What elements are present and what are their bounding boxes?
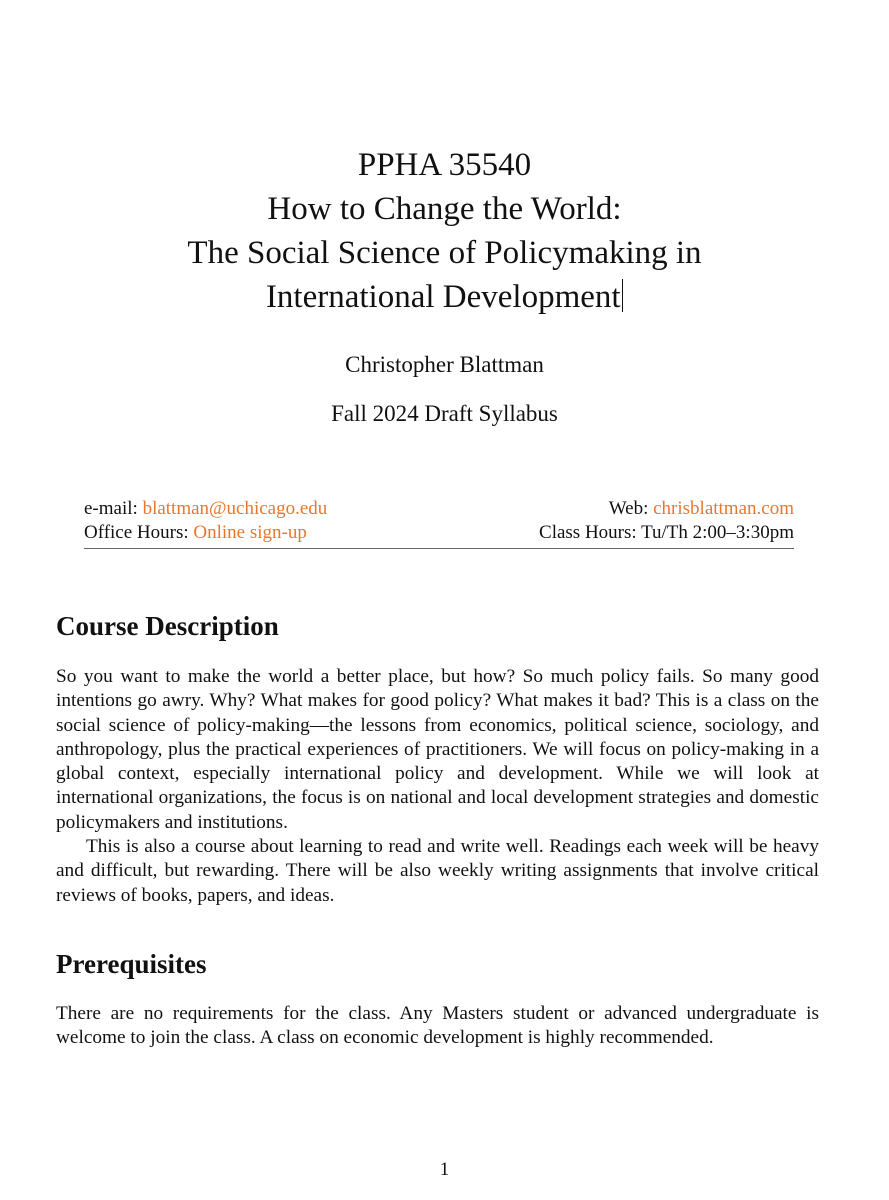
email-group (84, 497, 327, 521)
author-name: Christopher Blattman (345, 352, 544, 377)
class-hours: Class Hours: Tu/Th 2:00–3:30pm (539, 522, 794, 543)
course-description-paragraph-2: This is also a course about learning to read and write well. Readings each week will be heavy and difficult, but rewarding. There will be also weekly writing assignments that involve critical reviews of books, papers, and ideas. (56, 836, 819, 906)
office-hours-group (84, 521, 307, 545)
title-block (0, 143, 889, 319)
email-label: e-mail: (84, 498, 138, 519)
course-description-body (56, 665, 819, 908)
contact-row-2 (84, 521, 794, 545)
web-link[interactable]: chrisblattman.com (653, 498, 794, 519)
page-number: 1 (439, 1159, 450, 1180)
course-title-line-3: International Development (265, 279, 621, 315)
course-description-heading: Course Description (56, 611, 279, 641)
course-title-line-3-wrapper (0, 275, 889, 319)
course-number: PPHA 35540 (357, 147, 532, 183)
prerequisites-heading: Prerequisites (56, 949, 207, 979)
course-description-paragraph-1: So you want to make the world a better place, but how? So much policy fails. So many good intentions go awry. Why? What makes for good policy? What makes it bad? This is a class on the social science of policy-making—the lessons from economics, political science, sociology, and anthropology, plus the practical experiences of practitioners. We will focus on policy-making in a global context, especially international policy and development. While we will look at international organizations, the focus is on national and local development strategies and domestic policymakers and institutions. (56, 666, 819, 833)
text-cursor (622, 279, 624, 312)
syllabus-subtitle: Fall 2024 Draft Syllabus (331, 401, 558, 426)
contact-divider (84, 548, 794, 549)
prerequisites-body (56, 1002, 819, 1051)
prerequisites-paragraph: There are no requirements for the class. Any Masters student or advanced undergraduate is welcome to join the class. A class on economic development is highly recommended. (56, 1003, 819, 1049)
contact-row-1 (84, 497, 794, 521)
office-hours-link[interactable]: Online sign-up (193, 522, 307, 543)
course-title-line-2: The Social Science of Policymaking in (187, 235, 702, 271)
web-label: Web: (608, 498, 649, 519)
contact-block (84, 497, 794, 549)
web-group (609, 497, 794, 521)
email-link[interactable]: blattman@uchicago.edu (142, 498, 328, 519)
course-title-line-1: How to Change the World: (267, 191, 622, 227)
office-hours-label: Office Hours: (84, 522, 189, 543)
